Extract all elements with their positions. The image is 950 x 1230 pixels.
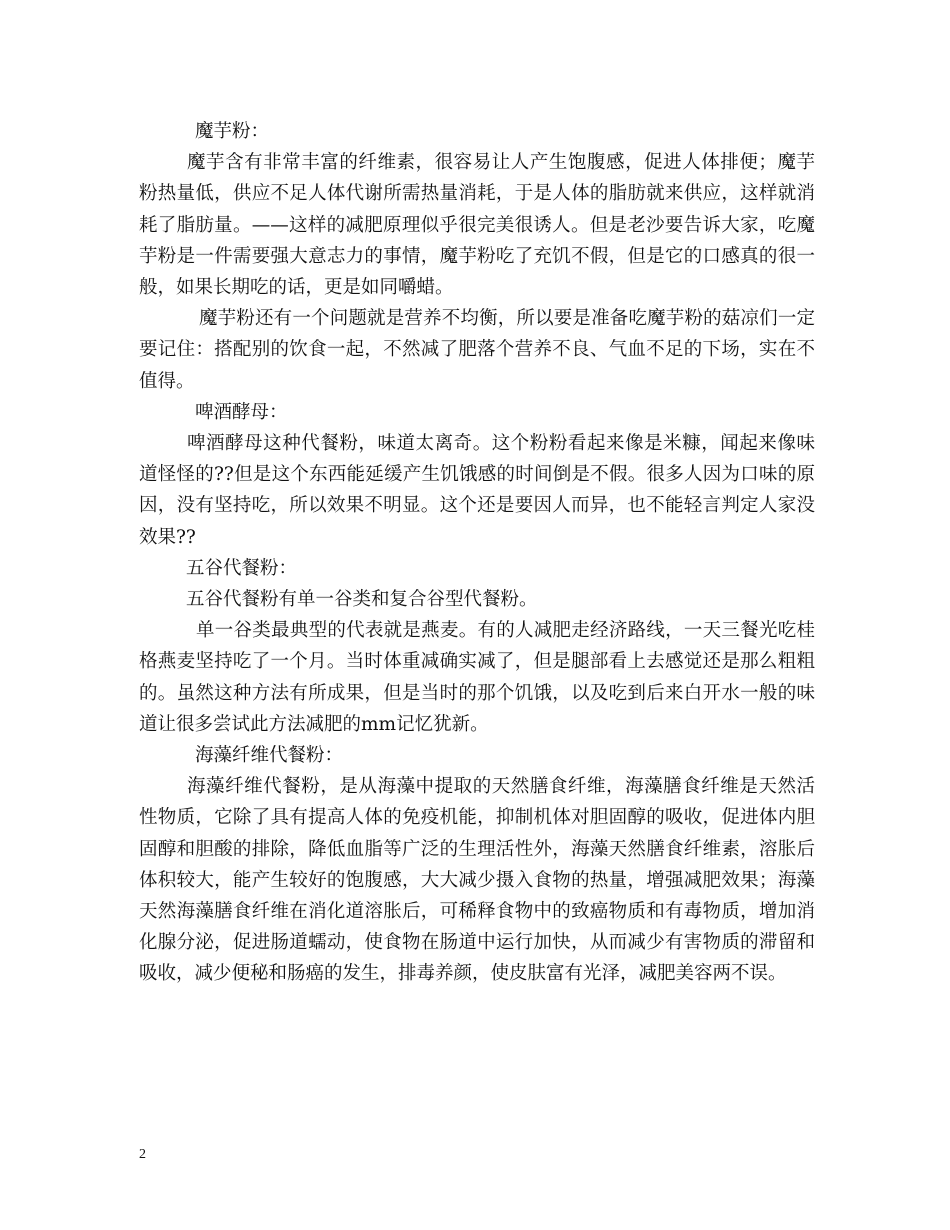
page-number: 2 <box>139 1147 146 1162</box>
paragraph-oats: 单一谷类最典型的代表就是燕麦。有的人减肥走经济路线，一天三餐光吃桂格燕麦坚持吃了一个月。当时体重减确实减了，但是腿部看上去感觉还是那么粗粗的。虽然这种方法有所成果，但是当时的那个饥饿，以及吃到后来白开水一般的味道让很多尝试此方法减肥的mm记忆犹新。 <box>139 620 815 735</box>
heading-grain-meal-powder: 五谷代餐粉： <box>186 557 298 579</box>
document-body <box>139 116 815 990</box>
paragraph-konjac-nutrition: 魔芋粉还有一个问题就是营养不均衡，所以要是准备吃魔芋粉的菇凉们一定要记住：搭配别的饮食一起，不然减了肥落个营养不良、气血不足的下场，实在不值得。 <box>139 308 815 392</box>
paragraph-grain-types: 五谷代餐粉有单一谷类和复合谷型代餐粉。 <box>186 589 538 611</box>
paragraph-konjac-intro: 魔芋含有非常丰富的纤维素，很容易让人产生饱腹感，促进人体排便；魔芋粉热量低，供应不足人体代谢所需热量消耗，于是人体的脂肪就来供应，这样就消耗了脂肪量。——这样的减肥原理似乎很完美很诱人。但是老沙要告诉大家，吃魔芋粉是一件需要强大意志力的事情，魔芋粉吃了充饥不假，但是它的口感真的很一般，如果长期吃的话，更是如同嚼蜡。 <box>139 152 815 299</box>
paragraph-seaweed-fiber: 海藻纤维代餐粉，是从海藻中提取的天然膳食纤维，海藻膳食纤维是天然活性物质，它除了具有提高人体的免疫机能，抑制机体对胆固醇的吸收，促进体内胆固醇和胆酸的排除，降低血脂等广泛的生理活性外，海藻天然膳食纤维素，溶胀后体积较大，能产生较好的饱腹感，大大减少摄入食物的热量，增强减肥效果；海藻天然海藻膳食纤维在消化道溶胀后，可稀释食物中的致癌物质和有毒物质，增加消化腺分泌，促进肠道蠕动，使食物在肠道中运行加快，从而减少有害物质的滞留和吸收，减少便秘和肠癌的发生，排毒养颜，使皮肤富有光泽，减肥美容两不误。 <box>139 776 815 985</box>
heading-seaweed-fiber-powder: 海藻纤维代餐粉： <box>195 745 344 767</box>
paragraph-beer-yeast: 啤酒酵母这种代餐粉，味道太离奇。这个粉粉看起来像是米糠，闻起来像味道怪怪的??但是这个东西能延缓产生饥饿感的时间倒是不假。很多人因为口味的原因，没有坚持吃，所以效果不明显。这个还是要因人而异，也不能轻言判定人家没效果?? <box>139 433 815 548</box>
heading-konjac-powder: 魔芋粉： <box>195 121 270 142</box>
heading-beer-yeast: 啤酒酵母： <box>195 401 288 423</box>
